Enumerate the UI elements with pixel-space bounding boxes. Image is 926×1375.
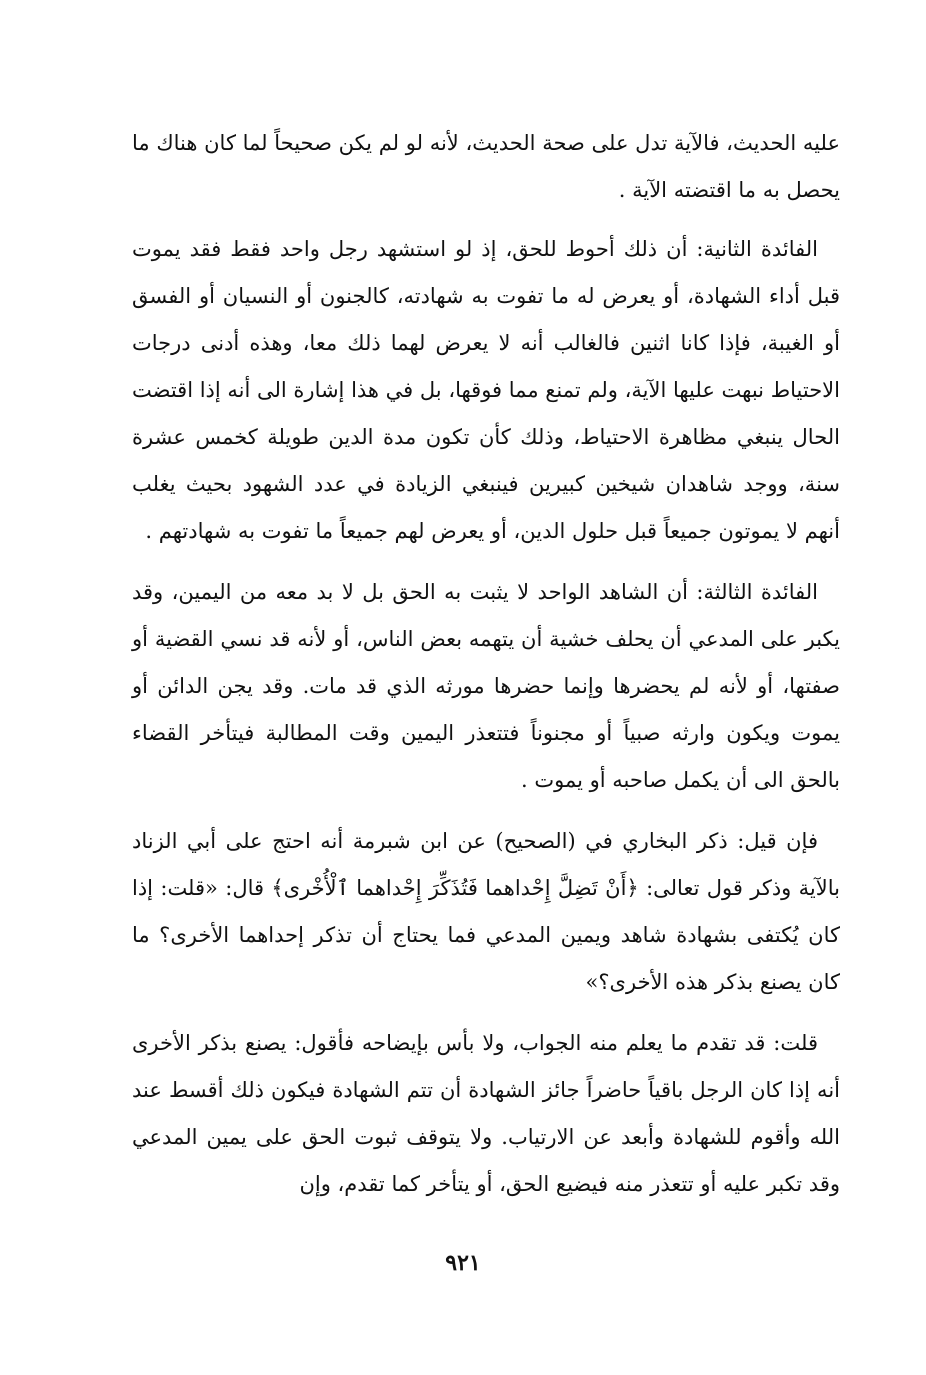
paragraph-text: قلت: قد تقدم ما يعلم منه الجواب، ولا بأس بإيضاحه فأقول: يصنع بذكر الأخرى أنه إذا كان الرجل باقياً حاضراً جائز الشهادة أن تتم الشهادة فيكون ذلك أقسط عند الله وأقوم للشهادة وأبعد عن الارتياب. ولا يتوقف ثبوت الحق على يمين المدعي وقد تكبر عليه أو تتعذر منه فيضيع الحق، أو يتأخر كما تقدم، وإن [132, 1031, 840, 1196]
paragraph-continuation: عليه الحديث، فالآية تدل على صحة الحديث، لأنه لو لم يكن صحيحاً لما كان هناك ما يحصل به ما اقتضته الآية . [132, 131, 840, 202]
paragraph-reply [132, 1020, 840, 1208]
body-text [132, 120, 840, 1222]
page-number: ٩٢١ [445, 1250, 481, 1276]
paragraph-text: الفائدة الثالثة: أن الشاهد الواحد لا يثبت به الحق بل لا بد معه من اليمين، وقد يكبر على المدعي أن يحلف خشية أن يتهمه بعض الناس، أو لأنه قد نسي القضية أو صفتها، أو لأنه لم يحضرها وإنما حضرها مورثه الذي قد مات. وقد يجن الدائن أو يموت ويكون وارثه صبياً أو مجنوناً فتتعذر اليمين وقت المطالبة فيتأخر القضاء بالحق الى أن يكمل صاحبه أو يموت . [132, 580, 840, 792]
paragraph-second-benefit [132, 226, 840, 555]
paragraph-text: فإن قيل: ذكر البخاري في (الصحيح) عن ابن شبرمة أنه احتج على أبي الزناد بالآية وذكر قول تعالى: ﴿أَنْ تَضِلَّ إِحْداهما فَتُذَكِّرَ إِحْداهما ٱلْأُخْرى﴾ قال: «قلت: إذا كان يُكتفى بشهادة شاهد ويمين المدعي فما يحتاج أن تذكر إحداهما الأخرى؟ ما كان يصنع بذكر هذه الأخرى؟» [132, 829, 840, 994]
paragraph-objection [132, 818, 840, 1006]
paragraph-text: الفائدة الثانية: أن ذلك أحوط للحق، إذ لو استشهد رجل واحد فقط فقد يموت قبل أداء الشهادة، أو يعرض له ما تفوت به شهادته، كالجنون أو النسيان أو الفسق أو الغيبة، فإذا كانا اثنين فالغالب أنه لا يعرض لهما ذلك معا، وهذه أدنى درجات الاحتياط نبهت عليها الآية، ولم تمنع مما فوقها، بل في هذا إشارة الى أنه إذا اقتضت الحال ينبغي مظاهرة الاحتياط، وذلك كأن تكون مدة الدين طويلة كخمس عشرة سنة، ووجد شاهدان شيخين كبيرين فينبغي الزيادة في عدد الشهود بحيث يغلب أنهم لا يموتون جميعاً قبل حلول الدين، أو يعرض لهم جميعاً ما تفوت به شهادتهم . [131, 237, 840, 543]
paragraph-third-benefit [132, 569, 840, 804]
